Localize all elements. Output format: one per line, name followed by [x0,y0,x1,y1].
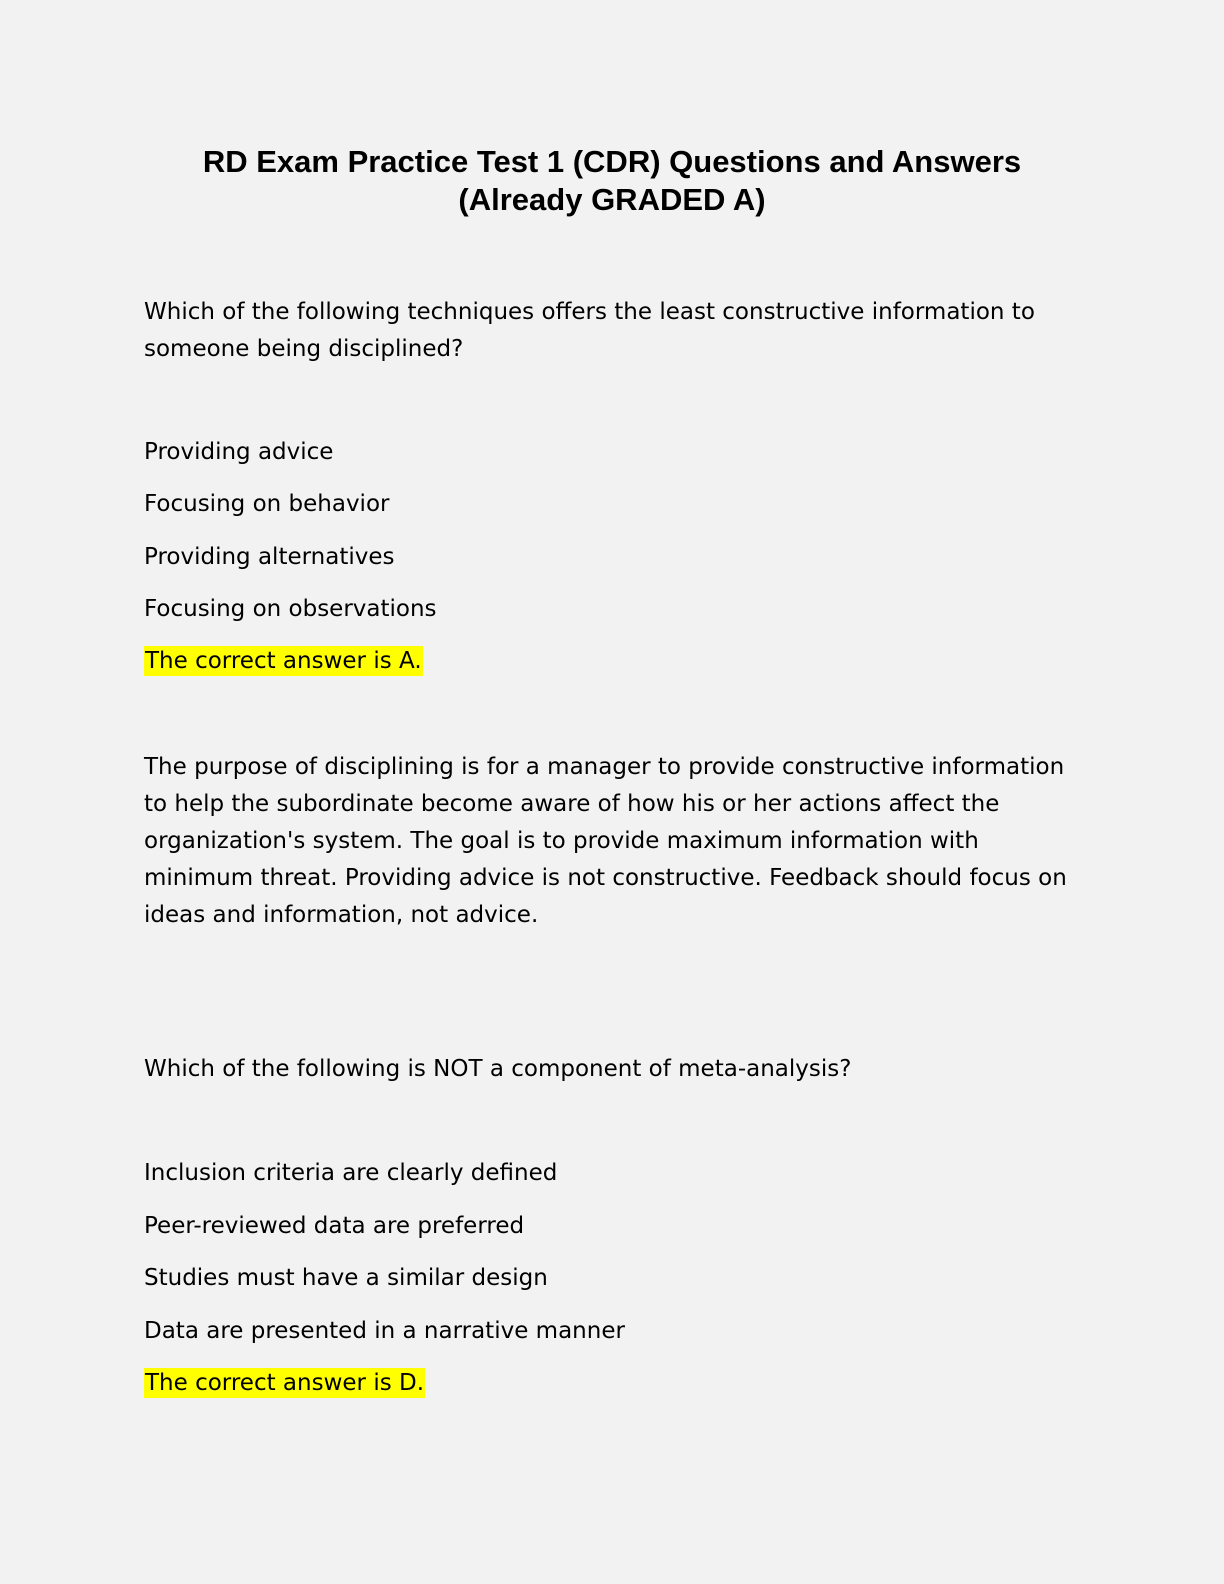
explanation-line-1: The purpose of disciplining is for a manager to provide constructive information [144,754,1065,780]
question-1-answer-line [144,646,423,676]
question-1-text [144,294,1084,368]
question-2-option-d: Data are presented in a narrative manner [144,1318,625,1344]
explanation-line-4: minimum threat. Providing advice is not constructive. Feedback should focus on [144,865,1067,891]
question-1-line-1: Which of the following techniques offers the least constructive information to [144,299,1035,325]
question-1-answer-highlight: The correct answer is A. [145,648,422,674]
question-2-text: Which of the following is NOT a component of meta-analysis? [144,1056,852,1082]
question-1-option-c: Providing alternatives [144,544,395,570]
question-2-option-b: Peer-reviewed data are preferred [144,1213,525,1239]
question-2-option-c: Studies must have a similar design [144,1265,548,1291]
question-2-option-a: Inclusion criteria are clearly defined [144,1160,558,1186]
explanation-line-5: ideas and information, not advice. [144,902,539,928]
question-1-line-2: someone being disciplined? [144,336,464,362]
explanation-line-2: to help the subordinate become aware of how his or her actions affect the [144,791,1000,817]
question-2-answer-line [144,1368,425,1398]
document-title-line-1: RD Exam Practice Test 1 (CDR) Questions and Answers [202,144,1022,179]
question-2-answer-highlight: The correct answer is D. [145,1370,425,1396]
explanation-line-3: organization's system. The goal is to provide maximum information with [144,828,979,854]
question-1-option-d: Focusing on observations [144,596,437,622]
question-1-option-a: Providing advice [144,439,334,465]
question-1-explanation [144,749,1084,934]
document-title-line-2: (Already GRADED A) [458,182,766,217]
document-title [0,143,1224,219]
question-1-option-b: Focusing on behavior [144,491,390,517]
